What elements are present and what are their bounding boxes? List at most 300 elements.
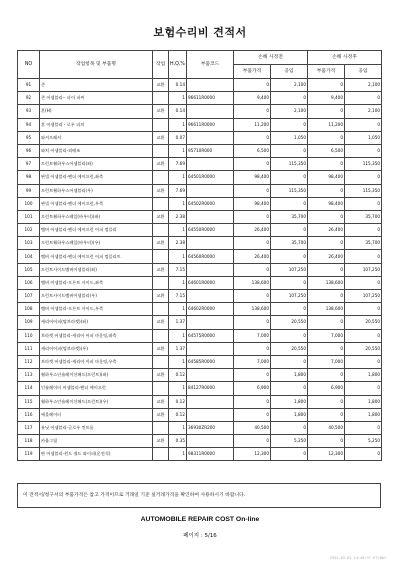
cell-hq: 0.35 xyxy=(169,435,187,448)
table-row xyxy=(18,131,382,144)
cell-l2: 2,100 xyxy=(345,105,382,118)
cell-hq: 1 xyxy=(169,197,187,210)
cell-p2: 9,400 xyxy=(308,92,345,105)
cell-work: 교환 xyxy=(153,131,169,144)
table-row xyxy=(18,329,382,342)
cell-hq: 1 xyxy=(169,118,187,131)
cell-hq: 1 xyxy=(169,448,187,461)
header-work: 작업 xyxy=(153,51,169,79)
cell-item: 혼 어셈블리 - 로우 피치 xyxy=(40,118,153,131)
table-row xyxy=(18,369,382,382)
cell-hq: 0.12 xyxy=(169,395,187,408)
cell-no: 106 xyxy=(18,276,40,289)
table-row xyxy=(18,435,382,448)
header-no: NO xyxy=(18,51,40,79)
cell-no: 110 xyxy=(18,329,40,342)
cell-no: 104 xyxy=(18,250,40,263)
cell-no: 93 xyxy=(18,105,40,118)
cell-p2: 6,900 xyxy=(308,382,345,395)
cell-code: 64501R0000 xyxy=(187,171,234,184)
table-row xyxy=(18,395,382,408)
cell-p1: 0 xyxy=(234,184,271,197)
cell-item: 멤버 어셈블리-프론트 사이드,우측 xyxy=(40,303,153,316)
cell-l1: 0 xyxy=(271,171,308,184)
cell-hq: 7.69 xyxy=(169,158,187,171)
cell-p1: 0 xyxy=(234,263,271,276)
cell-p1: 0 xyxy=(234,237,271,250)
cell-l2: 0 xyxy=(345,329,382,342)
cell-hq: 1 xyxy=(169,144,187,157)
table-row xyxy=(18,421,382,434)
cell-hq: 1 xyxy=(169,92,187,105)
cell-l2: 35,700 xyxy=(345,237,382,250)
cell-p1: 9,400 xyxy=(234,92,271,105)
page-number: 페이지 : 5/16 xyxy=(183,533,217,539)
cell-hq: 7.15 xyxy=(169,290,187,303)
cell-no: 98 xyxy=(18,171,40,184)
table-row xyxy=(18,79,382,92)
estimate-rows xyxy=(18,79,382,461)
cell-code: 64560R0000 xyxy=(187,250,234,263)
cell-item: 와처 어셈블리-외배조 xyxy=(40,144,153,157)
cell-l1: 0 xyxy=(271,250,308,263)
cell-item: 프런트휠하우스어셈블리(우) xyxy=(40,184,153,197)
cell-item: 프런트사이드멤버어셈블리(우) xyxy=(40,290,153,303)
cell-code: 96611R0000 xyxy=(187,92,234,105)
cell-l1: 1,800 xyxy=(271,369,308,382)
cell-p2: 0 xyxy=(308,210,345,223)
header-hq: H,Q,% xyxy=(169,51,187,79)
cell-item: 에물레이터 xyxy=(40,408,153,421)
cell-l1: 0 xyxy=(271,303,308,316)
cell-p1: 98,400 xyxy=(234,171,271,184)
cell-no: 91 xyxy=(18,79,40,92)
table-row xyxy=(18,171,382,184)
cell-work: 교환 xyxy=(153,369,169,382)
cell-item: 휠하우스인슐레이션패드(프런트)(우) xyxy=(40,395,153,408)
cell-hq: 0.14 xyxy=(169,105,187,118)
cell-l1: 20,550 xyxy=(271,316,308,329)
cell-item: 프런트휠하우스어셈블리(좌) xyxy=(40,158,153,171)
cell-p1: 0 xyxy=(234,79,271,92)
cell-l1: 0 xyxy=(271,92,308,105)
cell-no: 107 xyxy=(18,290,40,303)
cell-work xyxy=(153,250,169,263)
cell-hq: 1 xyxy=(169,171,187,184)
cell-l1: 0 xyxy=(271,224,308,237)
cell-no: 119 xyxy=(18,448,40,461)
cell-l1: 20,550 xyxy=(271,342,308,355)
cell-work xyxy=(153,382,169,395)
table-row xyxy=(18,250,382,263)
cell-p2: 98,400 xyxy=(308,197,345,210)
cell-code xyxy=(187,316,234,329)
cell-code xyxy=(187,342,234,355)
cell-item: 멤버 어셈블리-프론트 사이드,좌측 xyxy=(40,276,153,289)
cell-work xyxy=(153,144,169,157)
cell-p1: 138,600 xyxy=(234,303,271,316)
cell-item: 프런트휠하우스레일(바우터)(좌) xyxy=(40,210,153,223)
cell-no: 103 xyxy=(18,237,40,250)
cell-p1: 0 xyxy=(234,408,271,421)
cell-l2: 0 xyxy=(345,92,382,105)
cell-code xyxy=(187,290,234,303)
table-row xyxy=(18,355,382,368)
cell-l1: 0 xyxy=(271,382,308,395)
cell-hq: 0.12 xyxy=(169,369,187,382)
cell-item: 와셔프레셔 xyxy=(40,131,153,144)
cell-p2: 0 xyxy=(308,395,345,408)
cell-code xyxy=(187,408,234,421)
cell-work: 교환 xyxy=(153,105,169,118)
cell-work xyxy=(153,303,169,316)
cell-code xyxy=(187,369,234,382)
cell-no: 97 xyxy=(18,158,40,171)
cell-hq: 1 xyxy=(169,250,187,263)
header-part-code: 부품코드 xyxy=(187,51,234,79)
cell-p1: 6,900 xyxy=(234,382,271,395)
cell-p1: 40,500 xyxy=(234,421,271,434)
cell-l1: 107,250 xyxy=(271,290,308,303)
cell-p1: 26,400 xyxy=(234,224,271,237)
cell-code xyxy=(187,131,234,144)
cell-code xyxy=(187,105,234,118)
cell-p2: 26,400 xyxy=(308,250,345,263)
cell-p1: 0 xyxy=(234,210,271,223)
cell-p2: 11,200 xyxy=(308,118,345,131)
cell-code xyxy=(187,435,234,448)
cell-p1: 0 xyxy=(234,369,271,382)
cell-no: 111 xyxy=(18,342,40,355)
cell-p1: 7,000 xyxy=(234,355,271,368)
cell-p2: 0 xyxy=(308,408,345,421)
table-row xyxy=(18,448,382,461)
cell-hq: 1 xyxy=(169,303,187,316)
cell-l1: 2,100 xyxy=(271,105,308,118)
cell-code: 64601R0000 xyxy=(187,276,234,289)
cell-item: 멤버 어셈블리-펜더 에이프런 어퍼 컴플리 xyxy=(40,224,153,237)
cell-hq: 1 xyxy=(169,224,187,237)
cell-p2: 6,500 xyxy=(308,144,345,157)
cell-l2: 0 xyxy=(345,355,382,368)
cell-l1: 0 xyxy=(271,421,308,434)
cell-item: 캐리어어퍼(탑브라켓)(좌) xyxy=(40,316,153,329)
cell-no: 95 xyxy=(18,131,40,144)
cell-item: 판넬 어셈블리-펜더 에이프런,우측 xyxy=(40,197,153,210)
cell-code xyxy=(187,210,234,223)
cell-code: 64575R0000 xyxy=(187,329,234,342)
cell-work xyxy=(153,276,169,289)
cell-hq: 0.07 xyxy=(169,131,187,144)
cell-work xyxy=(153,92,169,105)
cell-work: 교환 xyxy=(153,210,169,223)
cell-p1: 0 xyxy=(234,316,271,329)
cell-item: 존 어셈블리-- 파이 퍼씨 xyxy=(40,92,153,105)
cell-code xyxy=(187,237,234,250)
cell-code: 98311R0000 xyxy=(187,448,234,461)
cell-l1: 35,700 xyxy=(271,237,308,250)
cell-hq: 1 xyxy=(169,382,187,395)
cell-l2: 0 xyxy=(345,224,382,237)
cell-work xyxy=(153,421,169,434)
table-row xyxy=(18,237,382,250)
cell-l2: 20,550 xyxy=(345,316,382,329)
cell-no: 102 xyxy=(18,224,40,237)
cell-code: 64585R0000 xyxy=(187,355,234,368)
cell-l2: 0 xyxy=(345,303,382,316)
cell-code: 36930ZR200 xyxy=(187,421,234,434)
cell-item: 휠하우스인슐레이션패드(프런트)(좌) xyxy=(40,369,153,382)
cell-p2: 138,600 xyxy=(308,303,345,316)
cell-p2: 0 xyxy=(308,79,345,92)
table-row xyxy=(18,303,382,316)
cell-no: 96 xyxy=(18,144,40,157)
cell-p1: 11,200 xyxy=(234,118,271,131)
cell-no: 100 xyxy=(18,197,40,210)
cell-hq: 1 xyxy=(169,276,187,289)
cell-hq: 1.37 xyxy=(169,342,187,355)
cell-p1: 0 xyxy=(234,395,271,408)
cell-item: 프런트사이드멤버어셈블리(좌) xyxy=(40,263,153,276)
cell-l1: 107,250 xyxy=(271,263,308,276)
cell-l2: 0 xyxy=(345,276,382,289)
cell-p2: 0 xyxy=(308,237,345,250)
cell-p2: 0 xyxy=(308,105,345,118)
table-row xyxy=(18,184,382,197)
table-row xyxy=(18,210,382,223)
cell-no: 112 xyxy=(18,355,40,368)
cell-work xyxy=(153,224,169,237)
cell-item: 캐리어어퍼(탑브라켓)(우) xyxy=(40,342,153,355)
header-item: 작업항목 및 부품명 xyxy=(40,51,153,79)
cell-p2: 7,000 xyxy=(308,355,345,368)
cell-item: 브라켓 어셈블리-캐리어 어퍼 마운팅,우측 xyxy=(40,355,153,368)
cell-work: 교환 xyxy=(153,435,169,448)
cell-l1: 0 xyxy=(271,448,308,461)
cell-code xyxy=(187,184,234,197)
cell-l2: 107,250 xyxy=(345,263,382,276)
cell-hq: 2.38 xyxy=(169,237,187,250)
cell-l1: 0 xyxy=(271,144,308,157)
cell-code: 95710R000 xyxy=(187,144,234,157)
cell-work xyxy=(153,171,169,184)
cell-no: 105 xyxy=(18,263,40,276)
cell-p2: 0 xyxy=(308,263,345,276)
cell-work: 교환 xyxy=(153,237,169,250)
table-row xyxy=(18,197,382,210)
cell-hq: 7.69 xyxy=(169,184,187,197)
cell-p1: 0 xyxy=(234,435,271,448)
cell-hq: 1.37 xyxy=(169,316,187,329)
cell-no: 92 xyxy=(18,92,40,105)
cell-p2: 138,600 xyxy=(308,276,345,289)
cell-l2: 0 xyxy=(345,421,382,434)
cell-work xyxy=(153,355,169,368)
cell-p2: 7,000 xyxy=(308,329,345,342)
cell-l2: 115,350 xyxy=(345,184,382,197)
table-row xyxy=(18,290,382,303)
cell-p2: 0 xyxy=(308,290,345,303)
cell-work: 교환 xyxy=(153,316,169,329)
cell-l1: 0 xyxy=(271,276,308,289)
cell-l2: 1,800 xyxy=(345,408,382,421)
cell-l2: 0 xyxy=(345,197,382,210)
cell-item: 유닛 어셈블리-글로우 컨트롤 xyxy=(40,421,153,434)
header-before-assessment: 손해 사정전 xyxy=(234,51,308,65)
cell-p2: 0 xyxy=(308,184,345,197)
cell-l2: 5,250 xyxy=(345,435,382,448)
cell-work xyxy=(153,118,169,131)
cell-l1: 0 xyxy=(271,329,308,342)
cell-p1: 0 xyxy=(234,105,271,118)
table-row xyxy=(18,92,382,105)
cell-p2: 0 xyxy=(308,316,345,329)
cell-hq: 0.14 xyxy=(169,79,187,92)
cell-p2: 0 xyxy=(308,369,345,382)
cell-item: 인슐레이터 어셈블리-펜더 에이프런 xyxy=(40,382,153,395)
cell-no: 117 xyxy=(18,421,40,434)
cell-l1: 115,350 xyxy=(271,158,308,171)
cell-p2: 0 xyxy=(308,158,345,171)
table-row xyxy=(18,144,382,157)
cell-hq: 1 xyxy=(169,329,187,342)
cell-p2: 0 xyxy=(308,342,345,355)
cell-p2: 40,500 xyxy=(308,421,345,434)
header-part-price-after: 부품가격 xyxy=(308,65,345,79)
cell-item: 프런트휠하우스레일(바우터)(우) xyxy=(40,237,153,250)
cell-work: 교환 xyxy=(153,342,169,355)
cell-p2: 0 xyxy=(308,435,345,448)
cell-p1: 138,600 xyxy=(234,276,271,289)
table-row xyxy=(18,276,382,289)
cell-l2: 0 xyxy=(345,250,382,263)
cell-l2: 1,800 xyxy=(345,369,382,382)
cell-p1: 0 xyxy=(234,158,271,171)
cell-code: 96611R0000 xyxy=(187,118,234,131)
header-part-price-before: 부품가격 xyxy=(234,65,271,79)
table-row xyxy=(18,263,382,276)
cell-item: 멤버 어셈블리-펜더 에이프런 어퍼 컴플리트 xyxy=(40,250,153,263)
cell-l2: 35,700 xyxy=(345,210,382,223)
cell-l1: 0 xyxy=(271,355,308,368)
cell-work: 교환 xyxy=(153,395,169,408)
header-after-assessment: 손해 사정후 xyxy=(308,51,382,65)
cell-l1: 35,700 xyxy=(271,210,308,223)
cell-l2: 0 xyxy=(345,171,382,184)
table-row xyxy=(18,158,382,171)
table-row xyxy=(18,118,382,131)
cell-l1: 1,800 xyxy=(271,395,308,408)
cell-l2: 0 xyxy=(345,118,382,131)
cell-no: 108 xyxy=(18,303,40,316)
cell-p1: 12,300 xyxy=(234,448,271,461)
cell-work xyxy=(153,197,169,210)
cell-l1: 1,050 xyxy=(271,131,308,144)
cell-code: 64502R0000 xyxy=(187,197,234,210)
cell-work: 교환 xyxy=(153,290,169,303)
table-row xyxy=(18,105,382,118)
cell-code: 84127R0000 xyxy=(187,382,234,395)
cell-l2: 2,100 xyxy=(345,79,382,92)
cell-item: 판넬 어셈블리-펜더 에이프런,좌측 xyxy=(40,171,153,184)
cell-no: 114 xyxy=(18,382,40,395)
cell-p2: 26,400 xyxy=(308,224,345,237)
print-stamp: 1934-03-02 14:40:37 KT/001 xyxy=(329,556,386,560)
cell-l1: 2,100 xyxy=(271,79,308,92)
cell-l1: 115,350 xyxy=(271,184,308,197)
cell-work: 교환 xyxy=(153,158,169,171)
cell-p1: 26,400 xyxy=(234,250,271,263)
cell-work: 교환 xyxy=(153,263,169,276)
cell-hq: 1 xyxy=(169,421,187,434)
table-row xyxy=(18,382,382,395)
cell-code: 64550R0000 xyxy=(187,224,234,237)
cell-l1: 1,800 xyxy=(271,408,308,421)
cell-code xyxy=(187,79,234,92)
cell-code xyxy=(187,395,234,408)
cell-p1: 0 xyxy=(234,290,271,303)
header-labor-before: 공임 xyxy=(271,65,308,79)
cell-item: 존 xyxy=(40,79,153,92)
cell-no: 94 xyxy=(18,118,40,131)
cell-l1: 5,250 xyxy=(271,435,308,448)
table-row xyxy=(18,408,382,421)
cell-work: 교환 xyxy=(153,408,169,421)
cell-l1: 0 xyxy=(271,118,308,131)
cell-no: 99 xyxy=(18,184,40,197)
cell-p1: 0 xyxy=(234,342,271,355)
table-row xyxy=(18,224,382,237)
cell-code: 64602R0000 xyxy=(187,303,234,316)
cell-no: 101 xyxy=(18,210,40,223)
cell-code xyxy=(187,263,234,276)
cell-hq: 7.15 xyxy=(169,263,187,276)
cell-hq: 1 xyxy=(169,355,187,368)
document-title: 보험수리비 견적서 xyxy=(153,26,247,39)
cell-l2: 20,550 xyxy=(345,342,382,355)
table-row xyxy=(18,316,382,329)
cell-no: 118 xyxy=(18,435,40,448)
footer-brand: AUTOMOBILE REPAIR COST On-line xyxy=(140,516,260,523)
price-notice: 이 견적서/청구서의 부품가격은 참고 가격이므로 거래일 기준 실거래가격을 확인하여 사용하시기 바랍니다. xyxy=(17,483,381,508)
cell-no: 116 xyxy=(18,408,40,421)
cell-item: 판 어셈블리-윈드 쉴드 와이퍼(운전석) xyxy=(40,448,153,461)
cell-work xyxy=(153,448,169,461)
cell-no: 109 xyxy=(18,316,40,329)
cell-hq: 0.12 xyxy=(169,408,187,421)
cell-item: 혼(H) xyxy=(40,105,153,118)
cell-l2: 0 xyxy=(345,382,382,395)
cell-no: 113 xyxy=(18,369,40,382)
header-labor-after: 공임 xyxy=(345,65,382,79)
cell-p1: 7,000 xyxy=(234,329,271,342)
estimate-table xyxy=(17,50,382,461)
cell-hq: 2.38 xyxy=(169,210,187,223)
cell-l2: 0 xyxy=(345,144,382,157)
cell-p2: 12,300 xyxy=(308,448,345,461)
cell-p1: 98,400 xyxy=(234,197,271,210)
cell-p1: 6,500 xyxy=(234,144,271,157)
cell-code xyxy=(187,158,234,171)
cell-no: 115 xyxy=(18,395,40,408)
cell-l1: 0 xyxy=(271,197,308,210)
cell-l2: 0 xyxy=(345,448,382,461)
cell-p2: 98,400 xyxy=(308,171,345,184)
cell-l2: 107,250 xyxy=(345,290,382,303)
cell-work xyxy=(153,329,169,342)
cell-p1: 0 xyxy=(234,131,271,144)
cell-item: 브라켓 어셈블리-캐리어 어퍼 마운팅,좌측 xyxy=(40,329,153,342)
